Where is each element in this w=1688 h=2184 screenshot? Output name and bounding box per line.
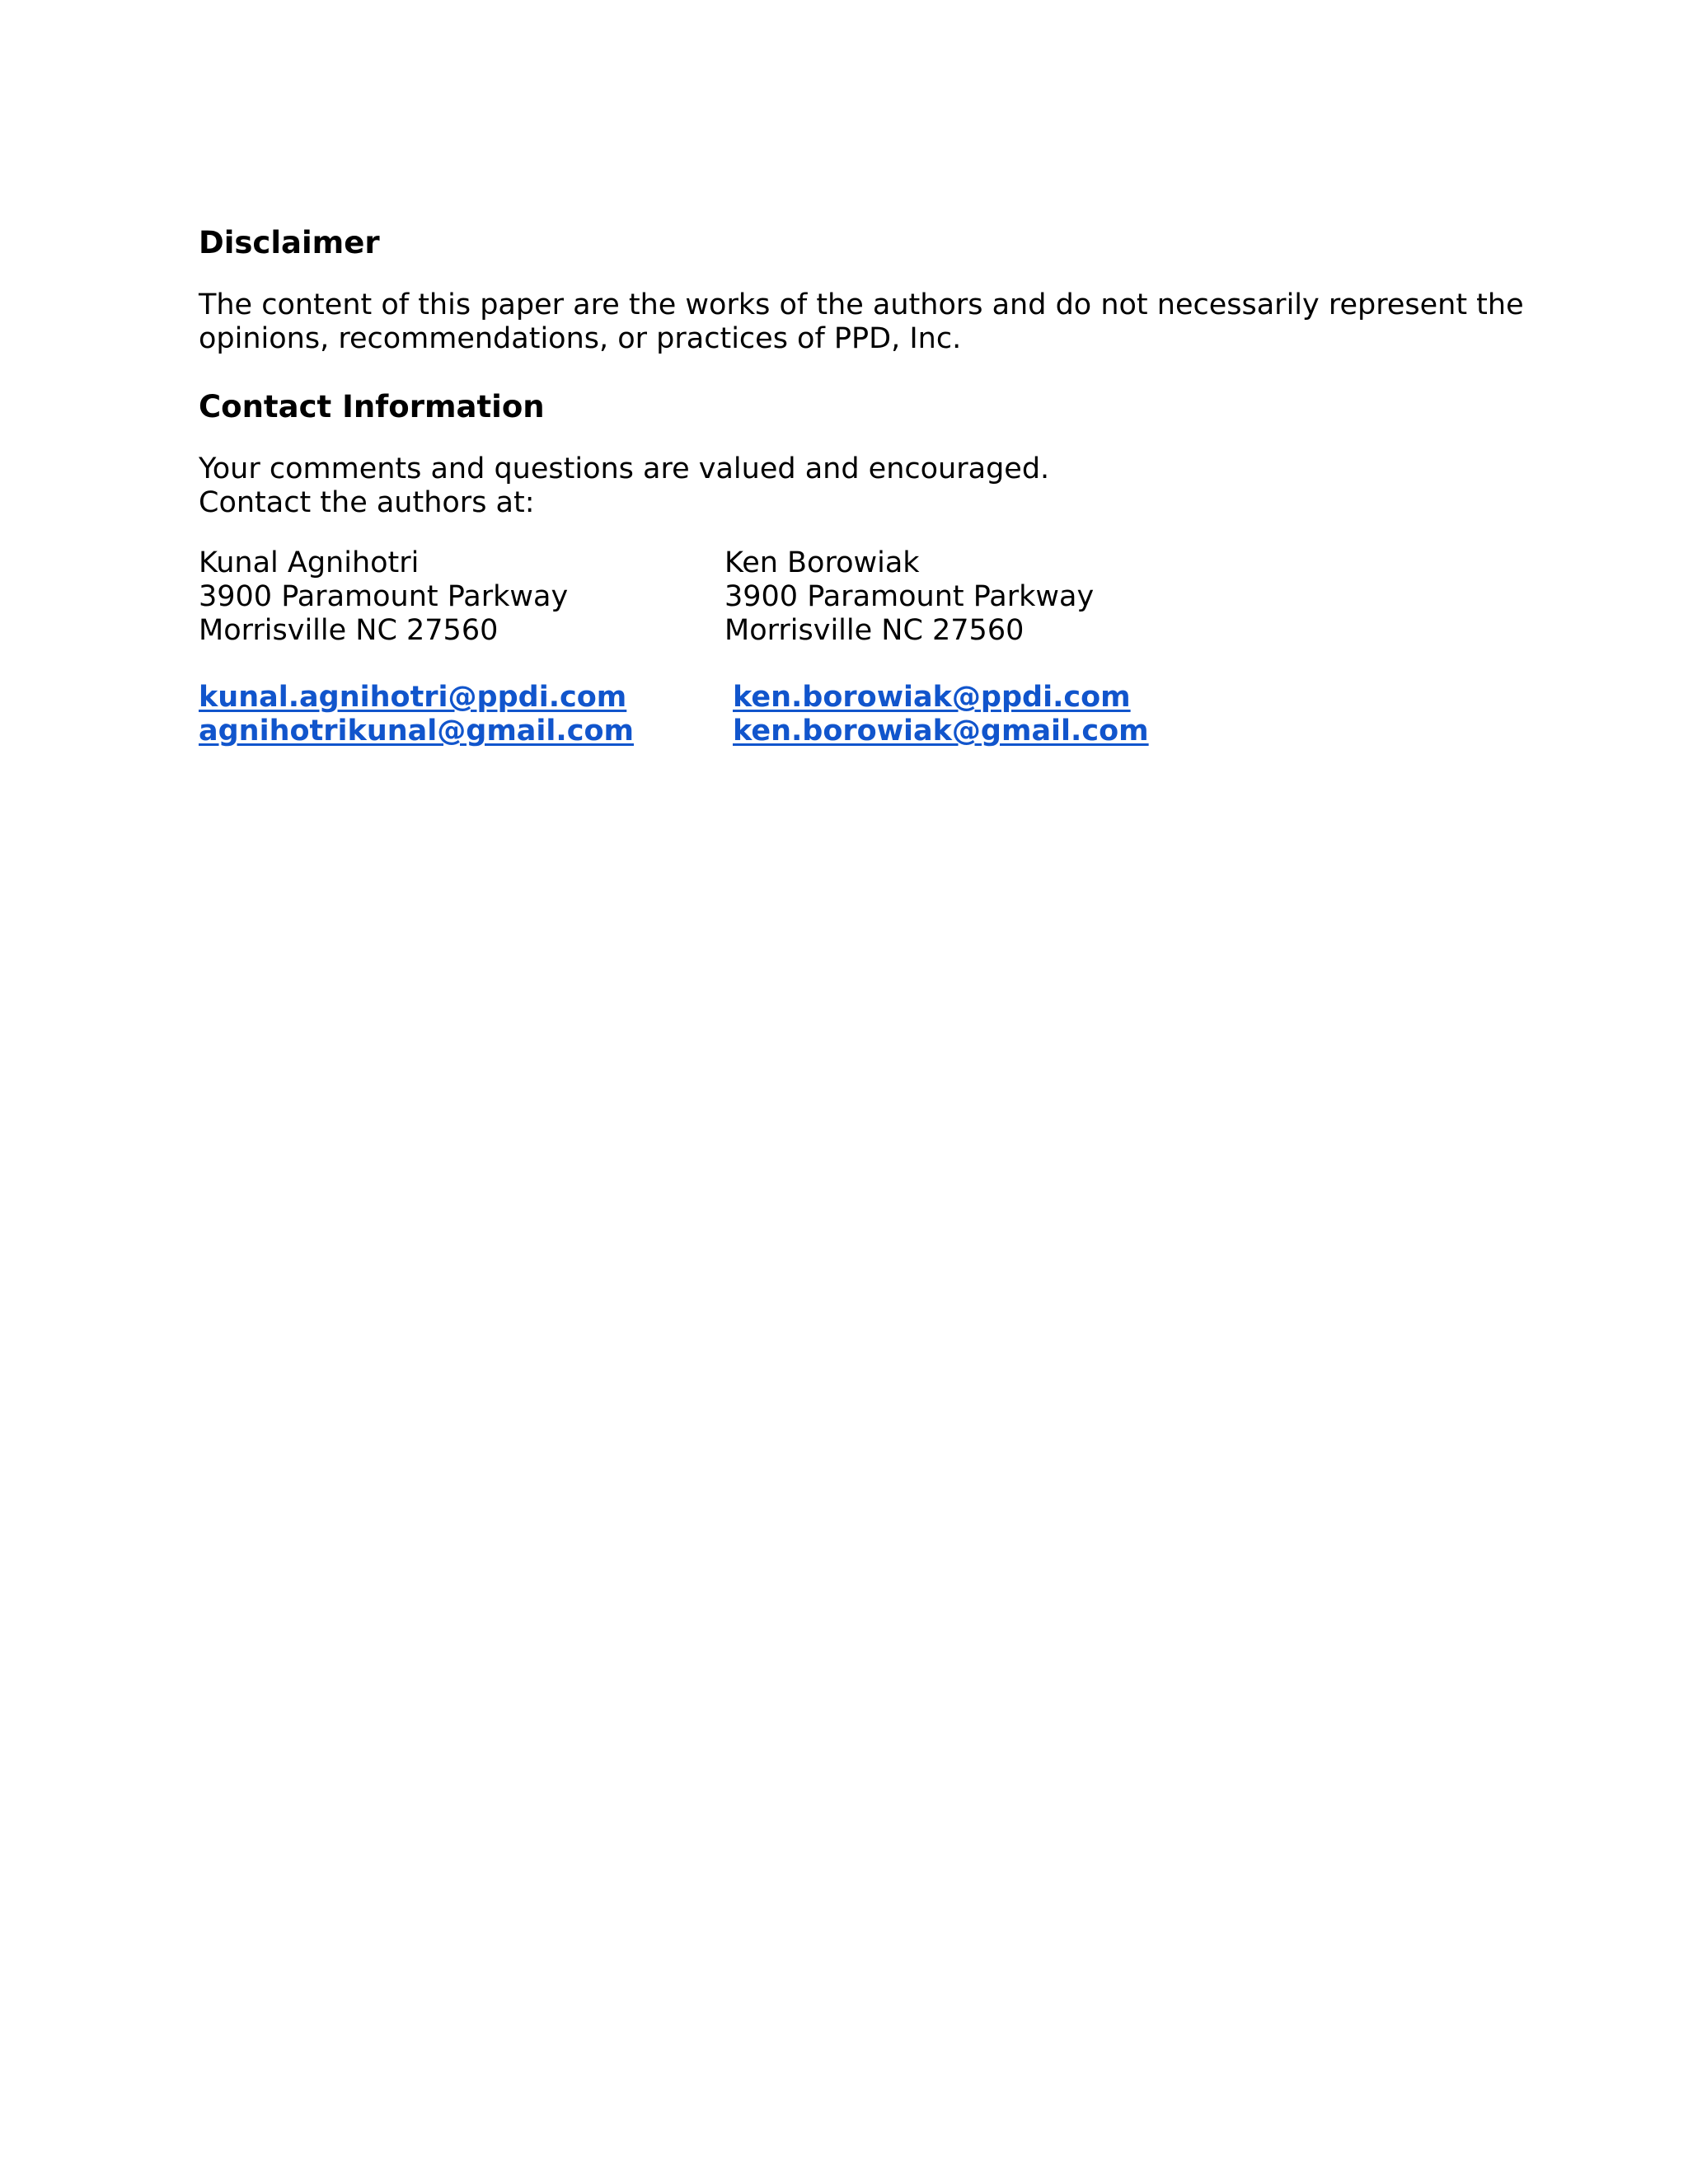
- author-emails-2: [733, 681, 1149, 748]
- contact-heading: Contact Information: [199, 389, 545, 424]
- author-address-1: [199, 546, 568, 648]
- contact-intro-line-1: Your comments and questions are valued and encouraged.: [199, 452, 1050, 485]
- author-name: Kunal Agnihotri: [199, 546, 420, 579]
- author-street: 3900 Paramount Parkway: [199, 580, 569, 613]
- email-link-personal[interactable]: ken.borowiak@gmail.com: [733, 715, 1149, 748]
- disclaimer-heading: Disclaimer: [199, 225, 380, 260]
- author-city: Morrisville NC 27560: [199, 614, 499, 647]
- email-link-personal[interactable]: agnihotrikunal@gmail.com: [199, 715, 634, 748]
- disclaimer-text-line-2: opinions, recommendations, or practices of PPD, Inc.: [199, 322, 962, 355]
- email-link-work[interactable]: ken.borowiak@ppdi.com: [733, 681, 1131, 714]
- email-link-work[interactable]: kunal.agnihotri@ppdi.com: [199, 681, 627, 714]
- author-city: Morrisville NC 27560: [724, 614, 1025, 647]
- contact-intro-line-2: Contact the authors at:: [199, 486, 535, 519]
- author-street: 3900 Paramount Parkway: [724, 580, 1095, 613]
- disclaimer-text-line-1: The content of this paper are the works of the authors and do not necessarily represent the: [199, 288, 1524, 321]
- author-address-2: [724, 546, 1094, 648]
- author-emails-1: [199, 681, 634, 748]
- author-name: Ken Borowiak: [724, 546, 920, 579]
